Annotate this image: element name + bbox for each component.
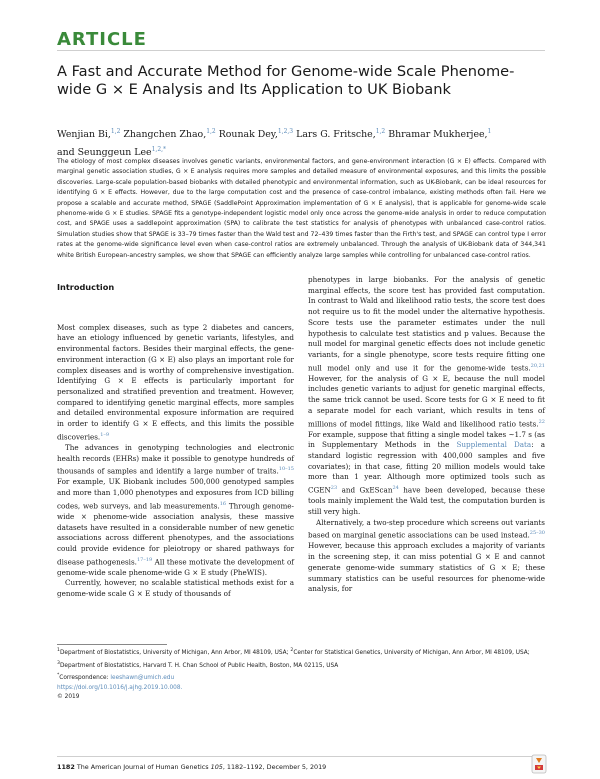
article-type-label: ARTICLE bbox=[57, 29, 147, 50]
footnote-rule bbox=[57, 644, 167, 645]
check-for-updates-icon[interactable] bbox=[531, 754, 547, 774]
citation-link[interactable]: 10–15 bbox=[278, 466, 294, 473]
citation-link[interactable]: 25–30 bbox=[529, 530, 545, 537]
page-footer: 1182 The American Journal of Human Genetics 105, 1182–1192, December 5, 2019 bbox=[57, 763, 327, 771]
supplemental-data-link[interactable]: Supplemental Data bbox=[456, 440, 532, 450]
footer-rule bbox=[57, 756, 545, 757]
citation-link[interactable]: 20,21 bbox=[530, 362, 545, 369]
citation-link[interactable]: 23 bbox=[330, 485, 338, 492]
author-affiliation-marker: 1,2,3 bbox=[277, 128, 294, 135]
author-name[interactable]: Lars G. Fritsche, bbox=[296, 129, 376, 141]
section-heading: Introduction bbox=[57, 282, 115, 292]
abstract: The etiology of most complex diseases involves genetic variants, environmental factors, and gene-environment interaction (G × E) effects. Compared with marginal genetic association studies, G × E analysis requires more samples and detailed measure of environmental exposures, and this limits the possible discoveries. Large-scale population-based biobanks with detailed phenotypic and environmental information, such as UK-Biobank, can be ideal resources for identifying G × E effects. However, due to the large computation cost and the presence of case-control imbalance, existing methods often fail. Here we propose a scalable and accurate method, SPAGE (SaddlePoint Approximation implementation of G × E analysis), that is applicable for genome-wide scale phenome-wide G × E studies. SPAGE fits a genotype-independent logistic model only once across the genome-wide analysis in order to reduce computation cost, and SPAGE uses a saddlepoint approximation (SPA) to calibrate the test statistics for analysis of phenotypes with unbalanced case-control ratios. Simulation studies show that SPAGE is 33–79 times faster than the Wald test and 72–439 times faster than the Firth's test, and SPAGE can control type I error rates at the genome-wide significance level even when case-control ratios are extremely unbalanced. Through the analysis of UK-Biobank data of 344,341 white British European-ancestry samples, we show that SPAGE can efficiently analyze large samples while controlling for unbalanced case-control ratios. bbox=[57, 158, 546, 259]
author-affiliation-marker: 1,2,* bbox=[151, 146, 167, 154]
copyright: © 2019 bbox=[57, 694, 80, 701]
body-column-left bbox=[57, 282, 294, 600]
author-affiliation-marker: 1 bbox=[487, 128, 492, 135]
author-affiliation-marker: 1,2 bbox=[110, 128, 121, 135]
author-name[interactable]: Rounak Dey, bbox=[218, 129, 278, 141]
article-title: A Fast and Accurate Method for Genome-wide Scale Phenome-wide G × E Analysis and Its Application to UK Biobank bbox=[57, 63, 515, 98]
paragraph: Most complex diseases, such as type 2 diabetes and cancers, have an etiology influenced by genetic variants, lifestyles, and environmental factors. Besides their marginal effects, the gene-environment interaction (G × E) also plays an important role for complex diseases and is worthy of comprehensive investigation. Identifying G × E effects is particularly important for personalized and stratified prevention and treatment. However, compared to identifying genetic marginal effects, more samples and detailed environmental exposure information are required in order to identify G × E effects, and this limits the possible discoveries.$^{1-9}$ bbox=[57, 322, 294, 442]
doi-link[interactable]: https://doi.org/10.1016/j.ajhg.2019.10.008. bbox=[57, 684, 183, 691]
author-affiliation-marker: 1,2 bbox=[206, 128, 216, 135]
author-name[interactable]: Wenjian Bi, bbox=[57, 129, 111, 141]
correspondence-email-link[interactable]: leeshawn@umich.edu bbox=[110, 674, 175, 681]
author-name[interactable]: and Seunggeun Lee bbox=[57, 147, 152, 159]
author-list bbox=[57, 124, 527, 160]
author-affiliation-marker: 1,2 bbox=[375, 128, 386, 135]
paragraph: Currently, however, no scalable statistical methods exist for a genome-wide scale G × E study of thousands of bbox=[57, 578, 294, 599]
author-name[interactable]: Bhramar Mukherjee, bbox=[388, 129, 488, 141]
paragraph: phenotypes in large biobanks. For the analysis of genetic marginal effects, the score test has provided fast computation. In contrast to Wald and likelihood ratio tests, the score test does not require us to fit the model under the alternative hypothesis. Score tests use the parameter estimates under the null hypothesis to calculate test statistics and p values. Because the null model for marginal genetic effects does not include genetic variants, for a single phenotype, score tests require fitting one null model only and use it for the genome-wide tests.$^{20,21}$ However, for the analysis of G × E, because the null model includes genetic variants to adjust for genetic marginal effects, the same trick cannot be used. Score tests for G × E need to fit a separate model for each variant, which results in tens of millions of model fittings, like Wald and likelihood ratio tests.$^{22}$ For example, suppose that fitting a single model takes ~1.7 s (as in Supplementary Methods in the Supplemental Data: a standard logistic regression with 400,000 samples and five covariates); in that case, fitting 20 million models would take more than 1 year. Although more optimized tools such as CGEN$^{23}$ and GxEScan$^{24}$ have been developed, because these tools mainly implement the Wald test, the computation burden is still very high. bbox=[308, 275, 546, 516]
citation-link[interactable]: 22 bbox=[538, 418, 545, 425]
affiliations: $^1$Department of Biostatistics, University of Michigan, Ann Arbor, MI 48109, USA; $^2$Center for Statistical Genetics, University of Michigan, Ann Arbor, MI 48109, USA; $^3$Department of Biostatistics, Harvard T. H. Chan School of Public Health, Boston, MA 02115, USA *Correspondence: leeshawn@umich.edu https://doi.org/10.1016/j.ajhg.2019.10.008. © 2019 bbox=[57, 648, 530, 701]
page-number: 1182 bbox=[57, 763, 75, 771]
citation-link[interactable]: 17–19 bbox=[136, 556, 153, 563]
body-column-right bbox=[308, 275, 545, 595]
author-name[interactable]: Zhangchen Zhao, bbox=[123, 129, 207, 141]
citation-link[interactable]: 16 bbox=[219, 500, 227, 507]
citation-link[interactable]: 1–9 bbox=[100, 431, 110, 438]
citation-link[interactable]: 24 bbox=[392, 485, 399, 492]
paragraph: The advances in genotyping technologies and electronic health records (EHRs) make it possible to genotype hundreds of thousands of samples and identify a large number of traits.$^{10-15}$ For example, UK Biobank includes 500,000 genotyped samples and more than 1,000 phenotypes and exposures from ICD billing codes, web surveys, and lab measurements.$^{16}$ Through genome-wide × phenome-wide association analysis, these massive datasets have resulted in a considerable number of new genetic associations across different phenotypes, and the associations could provide evidence for pleiotropy or shared pathways for disease pathogenesis.$^{17-19}$ All these motivate the development of genome-wide scale phenome-wide G × E study (PheWIS). bbox=[57, 442, 294, 577]
paragraph: Alternatively, a two-step procedure which screens out variants based on marginal genetic associations can be used instead.$^{25-30}$ However, because this approach excludes a majority of variants in the screening step, it can miss potential G × E and cannot generate genome-wide summary statistics of G × E; these summary statistics can be useful resources for phenome-wide analysis, for bbox=[308, 517, 545, 594]
header-rule bbox=[57, 50, 545, 51]
